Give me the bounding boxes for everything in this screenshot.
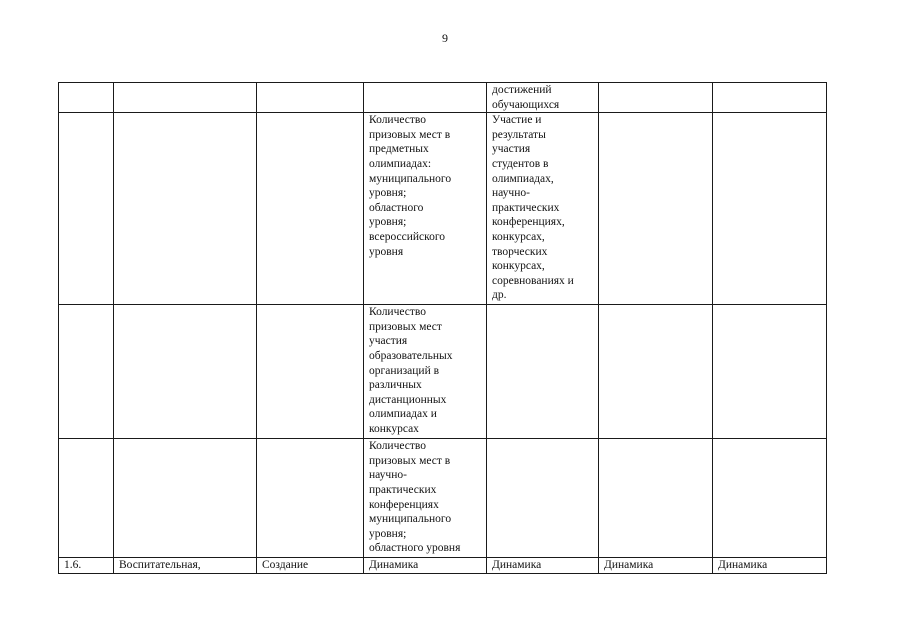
cell-text: Воспитательная, [119, 559, 201, 572]
table-cell [487, 83, 599, 113]
table-cell [599, 113, 713, 305]
table-row [59, 439, 827, 558]
table-cell [114, 558, 257, 574]
table-row [59, 558, 827, 574]
table-cell [599, 558, 713, 574]
table-cell [364, 305, 487, 439]
table-cell [59, 558, 114, 574]
cell-text: Количество призовых мест участия образовательных организаций в различных дистанционных олимпиадах и конкурсах [369, 306, 453, 435]
table-row [59, 83, 827, 113]
table-cell [713, 439, 827, 558]
table-cell [59, 113, 114, 305]
table-cell [364, 113, 487, 305]
table-row [59, 113, 827, 305]
cell-text: достижений обучающихся [492, 84, 560, 111]
table-cell [257, 83, 364, 113]
cell-text: Динамика [369, 559, 419, 572]
table-cell [257, 113, 364, 305]
cell-text: Динамика [718, 559, 768, 572]
table-cell [713, 558, 827, 574]
table-cell [257, 558, 364, 574]
table-cell [599, 305, 713, 439]
cell-text: Создание [262, 559, 309, 572]
cell-text: Участие и результаты участия студентов в олимпиадах, научно- практических конференциях, конкурсах, творческих конкурсах, соревнованиях и др. [492, 114, 574, 302]
table-row [59, 305, 827, 439]
cell-text: Динамика [492, 559, 542, 572]
table-cell [59, 83, 114, 113]
table-cell [713, 83, 827, 113]
cell-text: Количество призовых мест в предметных олимпиадах: муниципального уровня; областного уровня; всероссийского уровня [369, 114, 452, 258]
table-cell [364, 558, 487, 574]
table-cell [114, 113, 257, 305]
table-cell [487, 439, 599, 558]
table-cell [599, 439, 713, 558]
table-cell [487, 558, 599, 574]
document-table [58, 82, 827, 574]
table-cell [713, 305, 827, 439]
table-cell [114, 439, 257, 558]
table-cell [364, 439, 487, 558]
table-cell [599, 83, 713, 113]
cell-text: Количество призовых мест в научно- практических конференциях муниципального уровня; областного уровня [369, 440, 461, 555]
table-cell [59, 439, 114, 558]
table-cell [114, 83, 257, 113]
table-cell [364, 83, 487, 113]
table-cell [257, 305, 364, 439]
table-cell [487, 113, 599, 305]
table-cell [59, 305, 114, 439]
table-cell [713, 113, 827, 305]
table-cell [257, 439, 364, 558]
page-number: 9 [442, 31, 448, 45]
table-cell [487, 305, 599, 439]
cell-text: Динамика [604, 559, 654, 572]
cell-text: 1.6. [64, 559, 82, 572]
table-cell [114, 305, 257, 439]
